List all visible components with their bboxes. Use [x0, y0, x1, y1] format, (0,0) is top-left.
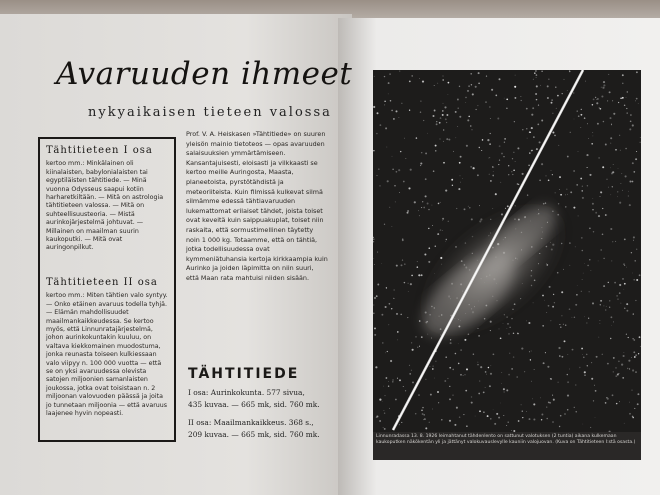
star-field-image — [373, 70, 641, 432]
description-text: Prof. V. A. Heiskasen »Tähtitiede» on suuren yleisön mainio tietoteos — opas avaruuden salaisuuksien ymmärtämiseen. Kansantajuisesti, eloisasti ja vilkkaasti se kertoo meille Auringosta, Maasta, planeetoista, pyrstötähdistä ja meteoriiteista. Kuin filmissä kulkevat silmä silmämme edessä tähtiavaruuden lukemattomat erilaiset tähdet, joista toiset ovat keveitä kuin saippuakuplat, toiset niin raskaita, että sormustimellinen täytetty noin 1 000 kg. Totaamme, että on tähtiä, jotka todellisuudessa ovat kymmeniätuhansia kertoja kirkkaampia kuin Aurinko ja joiden läpimitta on niin suuri, että Maan rata mahtuisi niiden sisään. — [186, 130, 328, 282]
part1-heading: Tähtitieteen I osa — [46, 145, 153, 156]
part2-heading: Tähtitieteen II osa — [46, 276, 158, 288]
page-subtitle: nykyaikaisen tieteen valossa — [88, 105, 332, 120]
description-column — [186, 130, 328, 284]
sales-line-1: I osa: Aurinkokunta. 577 sivua, — [188, 388, 305, 397]
star-photo — [373, 70, 641, 432]
contents-box — [38, 137, 176, 442]
page-title: Avaruuden ihmeet — [56, 56, 353, 92]
sales-line-4: 209 kuvaa. — 665 mk, sid. 760 mk. — [188, 430, 320, 439]
photo-caption: Linnunradassa 13. 8. 1926 leimahtanut tähdenlento on sattunut valotuksen (2 tuntia) aikana kulkemaan kaukoputken näkökentän yli ja jättänyt valokuvauslevylle kauniin valojuovan. (Kuva on Tähtitieteen I:stä osasta.) — [373, 432, 641, 460]
sales-heading: TÄHTITIEDE — [188, 366, 300, 382]
sales-line-3: II osa: Maailmankaikkeus. 368 s., — [188, 418, 314, 427]
part1-text: kertoo mm.: Minkälainen oli kiinalaisten, babylonialaisten tai egyptiläisten tähtitiede. — Minä vuonna Odysseus saapui kotiin harharetkiltään. — Mitä on astrologia tähtitieteen valossa. — Mitä on suhteellisuusteoria. — Mistä aurinkojärjestelmä johtuvat. — Millainen on maailman suurin kaukoputki. — Mitä ovat auringonpilkut. — [46, 160, 164, 252]
sales-line-2: 435 kuvaa. — 665 mk, sid. 760 mk. — [188, 400, 320, 409]
part2-text: kertoo mm.: Miten tähtien valo syntyy. — Onko etäinen avaruus todella tyhjä. — Elämän mahdollisuudet maailmankaikkeudessa. Se kertoo myös, että Linnunratajärjestelmä, johon aurinkokuntakin kuuluu, on valtava kiekkomainen muodostuma, jonka reunasta toiseen kulkiessaan valo viipyy n. 100 000 vuotta — että se on yksi avaruudessa olevista satojen miljoonien samanlaisten joukossa, jotka ovat toisistaan n. 2 miljoonan valovuoden päässä ja joita jo tunnetaan miljoonia — että avaruus laajenee hyvin nopeasti. — [46, 292, 168, 417]
